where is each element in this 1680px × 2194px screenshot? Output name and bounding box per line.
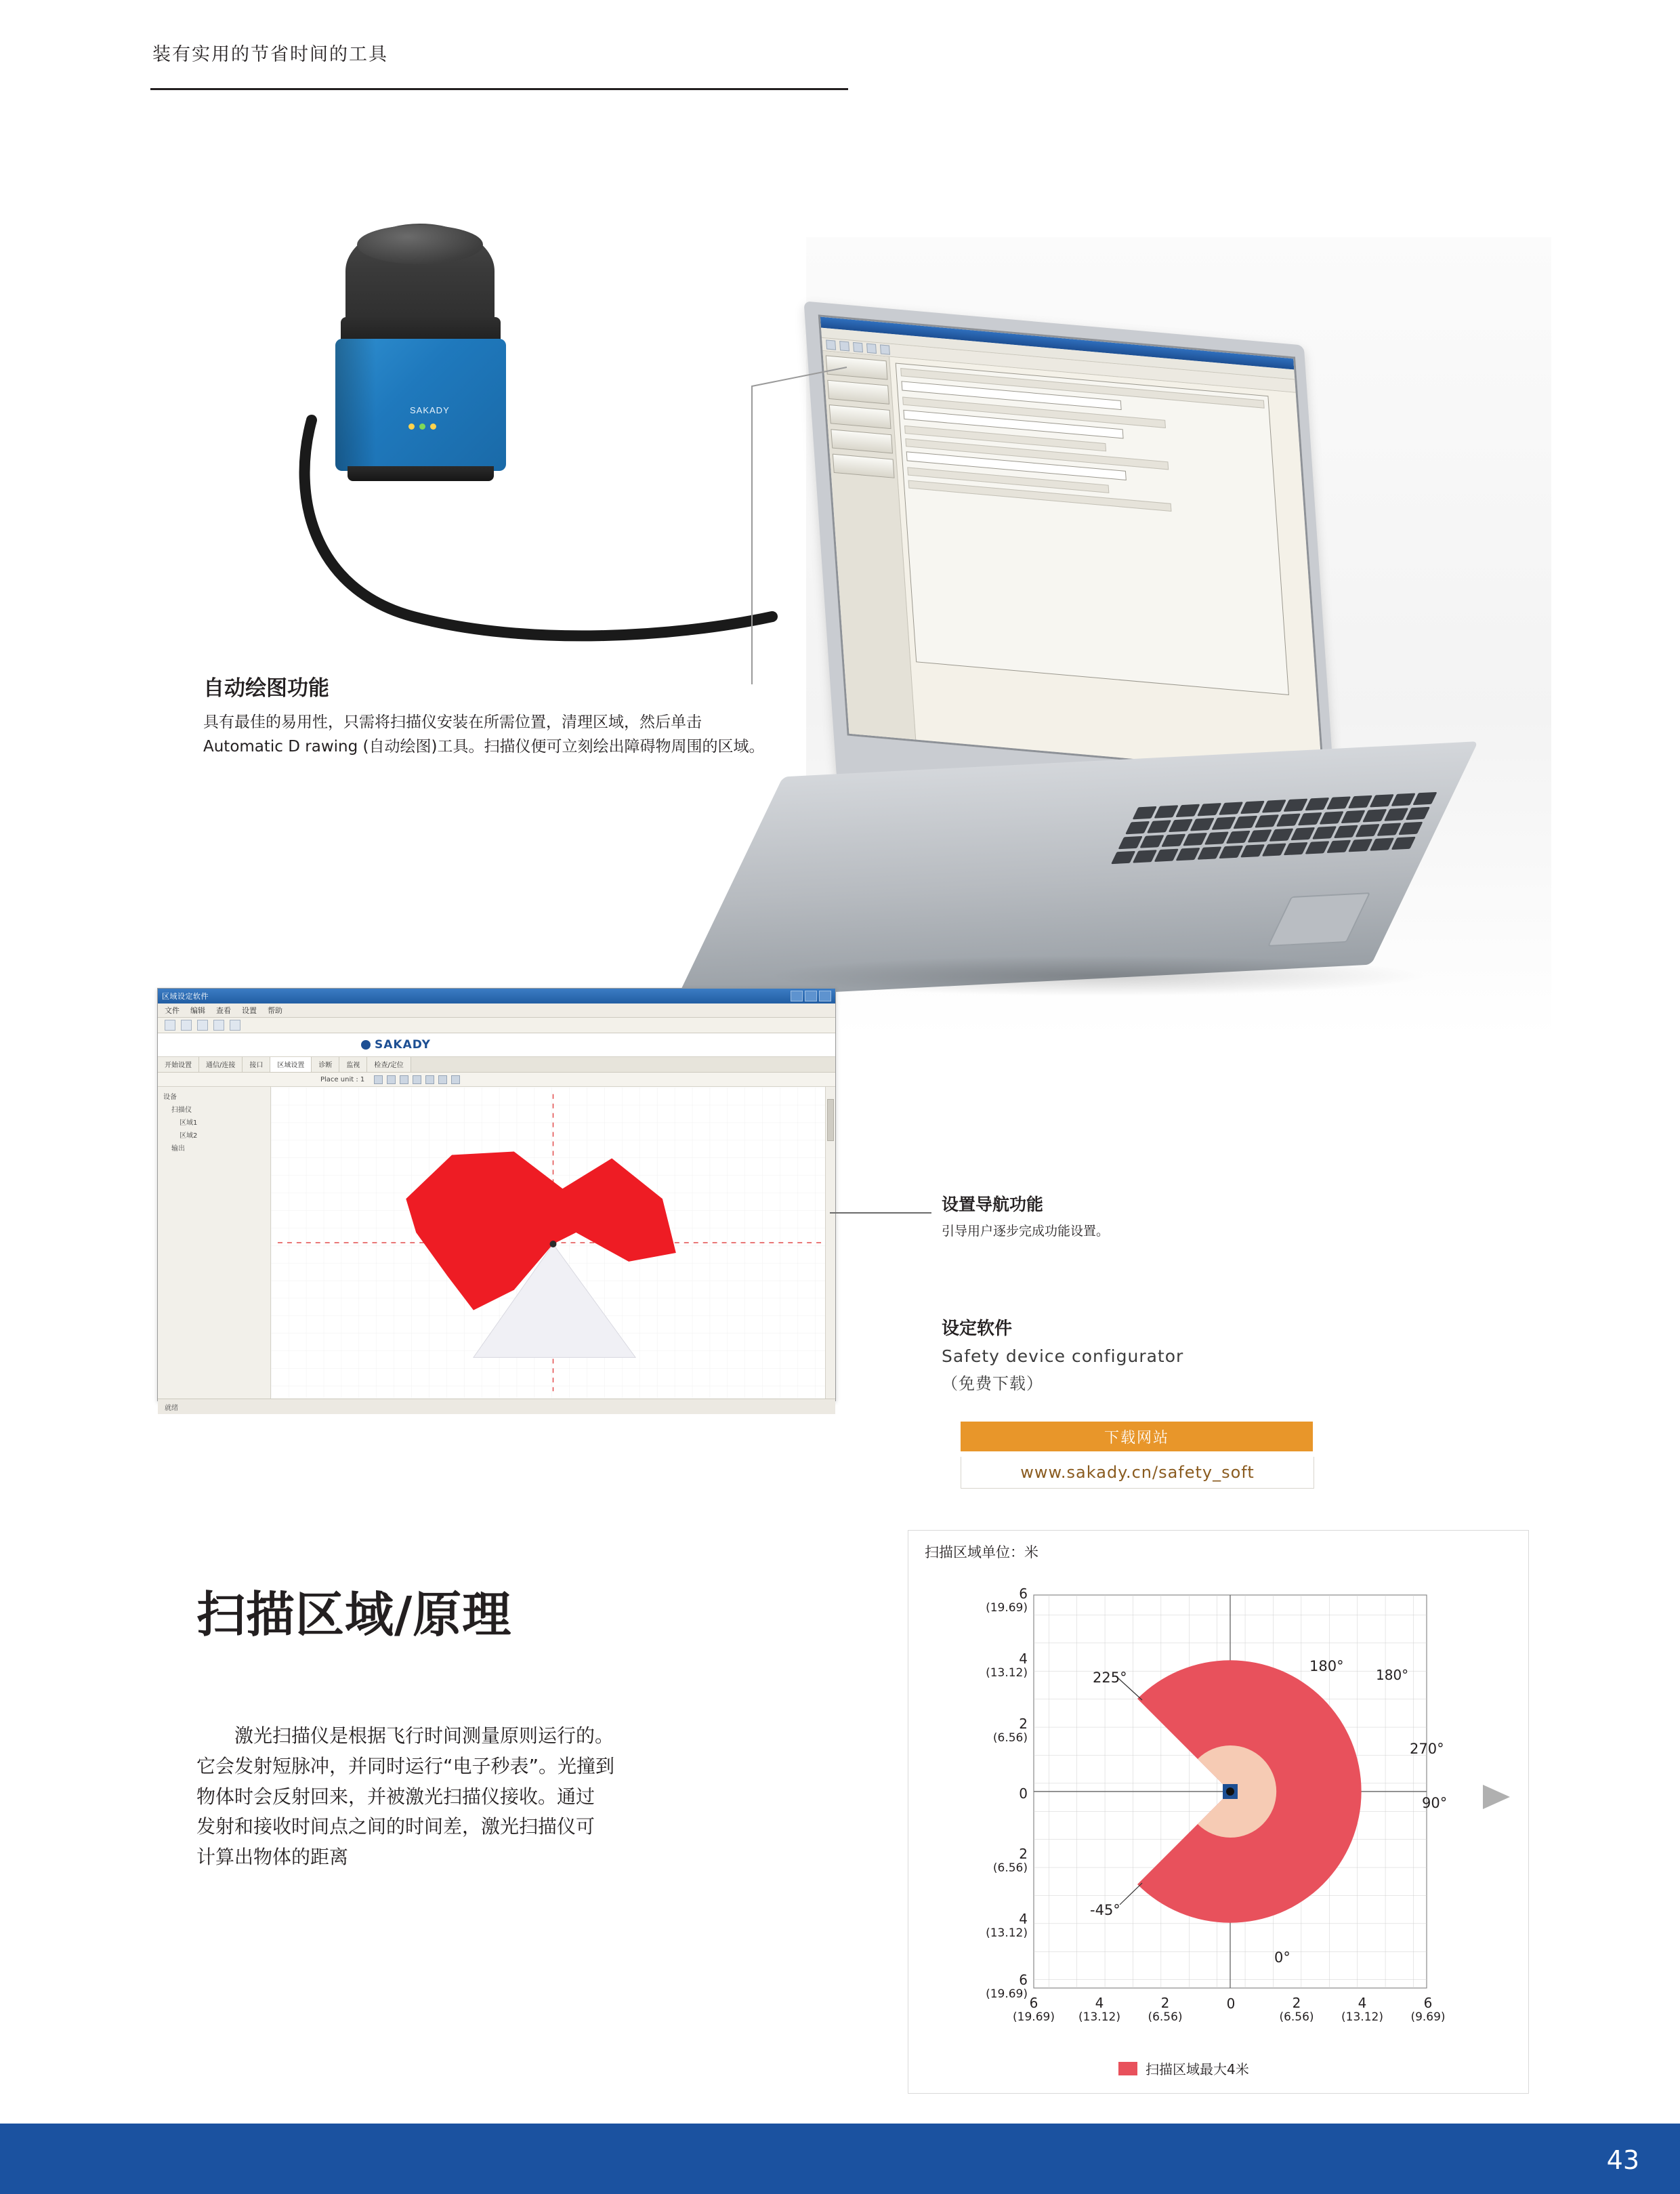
angle-label-0: 0° bbox=[1274, 1949, 1290, 1966]
callout-auto-heading: 自动绘图功能 bbox=[203, 676, 329, 701]
menu-item-view[interactable]: 查看 bbox=[216, 1006, 231, 1015]
callout-nav-body: 引导用户逐步完成功能设置。 bbox=[942, 1224, 1110, 1239]
brand-name: SAKADY bbox=[375, 1038, 431, 1052]
menu-item-settings[interactable]: 设置 bbox=[242, 1006, 257, 1015]
menu-item-help[interactable]: 帮助 bbox=[268, 1006, 282, 1015]
x-tick-0: 0 bbox=[1226, 1995, 1236, 2012]
angle-label-neg45: -45° bbox=[1090, 1902, 1120, 1918]
download-site-button[interactable]: 下载网站 bbox=[961, 1422, 1313, 1451]
x-tick-2-left: 2 (6.56) bbox=[1148, 1995, 1183, 2024]
scanner-dome-top bbox=[357, 225, 483, 264]
tree-item-scanner[interactable]: 扫描仪 bbox=[171, 1106, 192, 1114]
window-tabs[interactable] bbox=[158, 1057, 835, 1073]
screen-main-area bbox=[889, 357, 1322, 776]
rectangle-tool-icon[interactable] bbox=[387, 1075, 396, 1084]
tab-zone-settings[interactable]: 区域设置 bbox=[270, 1057, 312, 1072]
toolbar-icon-3 bbox=[853, 342, 863, 352]
tab-monitor[interactable]: 监视 bbox=[339, 1057, 367, 1072]
brand-logo bbox=[361, 1038, 431, 1052]
tab-diagnostics[interactable]: 诊断 bbox=[312, 1057, 339, 1072]
window-brandbar bbox=[158, 1033, 835, 1057]
callout-auto-drawing bbox=[203, 671, 772, 759]
y-tick-4-bottom: 4 (13.12) bbox=[986, 1911, 1028, 1940]
maximize-icon[interactable] bbox=[805, 991, 817, 1001]
section-title: 扫描区域/原理 bbox=[196, 1586, 512, 1643]
diagram-unit-label: 扫描区域单位：米 bbox=[925, 1544, 1038, 1560]
legend-swatch-icon bbox=[1118, 2062, 1137, 2075]
page-number: 43 bbox=[1606, 2145, 1639, 2175]
toolbar-icon-4 bbox=[866, 344, 877, 354]
window-sub-toolbar[interactable] bbox=[158, 1073, 835, 1087]
y-tick-2-bottom: 2 (6.56) bbox=[992, 1846, 1028, 1875]
callout-auto-body: 具有最佳的易用性，只需将扫描仪安装在所需位置，清理区域，然后单击Automatic D rawing (自动绘图)工具。扫描仪便可立刻绘出障碍物周围的区域。 bbox=[203, 713, 765, 756]
menu-item-edit[interactable]: 编辑 bbox=[190, 1006, 205, 1015]
status-text: 就绪 bbox=[165, 1404, 178, 1412]
y-tick-2-top: 2 (6.56) bbox=[992, 1716, 1028, 1745]
section-body bbox=[196, 1721, 860, 1873]
section-paragraph-3: 物体时会反射回来，并被激光扫描仪接收。通过 bbox=[196, 1785, 595, 1808]
section-paragraph-4: 发射和接收时间点之间的时间差，激光扫描仪可 bbox=[196, 1815, 595, 1838]
x-tick-2-right: 2 (6.56) bbox=[1279, 1995, 1314, 2024]
screen-dialog bbox=[896, 363, 1289, 695]
callout-soft-heading: 设定软件 bbox=[942, 1319, 1013, 1339]
print-icon[interactable] bbox=[213, 1020, 224, 1031]
y-tick-6-top: 6 (19.69) bbox=[986, 1586, 1028, 1615]
x-tick-6-right: 6 (9.69) bbox=[1410, 1995, 1446, 2024]
minimize-icon[interactable] bbox=[791, 991, 803, 1001]
laptop-keyboard bbox=[1089, 792, 1437, 909]
tree-item-zone2[interactable]: 区域2 bbox=[180, 1132, 198, 1140]
window-titlebar bbox=[158, 989, 835, 1003]
callout-soft-free-note: （免费下载） bbox=[942, 1374, 1043, 1393]
callout-soft-english: Safety device configurator bbox=[942, 1346, 1184, 1366]
canvas-scrollbar-vertical[interactable] bbox=[825, 1087, 835, 1399]
section-paragraph-1: 激光扫描仪是根据飞行时间测量原则运行的。 bbox=[234, 1724, 614, 1747]
erase-tool-icon[interactable] bbox=[425, 1075, 434, 1084]
y-tick-0: 0 bbox=[1019, 1785, 1028, 1802]
new-file-icon[interactable] bbox=[165, 1020, 175, 1031]
angle-label-90: 90° bbox=[1422, 1795, 1448, 1811]
x-tick-4-right: 4 (13.12) bbox=[1341, 1995, 1383, 2024]
polygon-tool-icon[interactable] bbox=[400, 1075, 408, 1084]
tab-start-setup[interactable]: 开始设置 bbox=[158, 1057, 199, 1072]
x-tick-6-left: 6 (19.69) bbox=[1013, 1995, 1055, 2024]
scan-area-diagram bbox=[908, 1530, 1529, 2094]
window-content bbox=[158, 1087, 835, 1399]
page-footer bbox=[0, 2124, 1680, 2194]
window-title: 区域设定软件 bbox=[162, 992, 209, 1001]
zoom-label: Place unit : 1 bbox=[320, 1075, 365, 1083]
svg-text:180°: 180° bbox=[1376, 1667, 1409, 1683]
tab-interface[interactable]: 接口 bbox=[243, 1057, 270, 1072]
diagram-legend bbox=[1118, 2058, 1249, 2078]
device-tree[interactable] bbox=[158, 1087, 271, 1399]
laptop-lid bbox=[803, 301, 1337, 823]
zoom-in-icon[interactable] bbox=[438, 1075, 447, 1084]
menu-item-file[interactable]: 文件 bbox=[165, 1006, 180, 1015]
zone-canvas[interactable] bbox=[271, 1087, 835, 1399]
window-statusbar bbox=[158, 1399, 835, 1414]
close-icon[interactable] bbox=[819, 991, 831, 1001]
window-controls[interactable] bbox=[791, 991, 831, 1001]
toolbar-icon-1 bbox=[826, 339, 836, 350]
connect-icon[interactable] bbox=[230, 1020, 240, 1031]
toolbar-icon-5 bbox=[880, 344, 890, 354]
laptop-screen bbox=[818, 314, 1324, 778]
download-url-link[interactable]: www.sakady.cn/safety_soft bbox=[961, 1457, 1314, 1489]
tree-item-zone1[interactable]: 区域1 bbox=[180, 1119, 198, 1127]
zone-canvas-drawing bbox=[271, 1087, 835, 1399]
save-icon[interactable] bbox=[197, 1020, 208, 1031]
scrollbar-thumb[interactable] bbox=[827, 1099, 834, 1141]
pointer-tool-icon[interactable] bbox=[374, 1075, 383, 1084]
header-divider bbox=[150, 88, 848, 90]
callout-nav-heading: 设置导航功能 bbox=[942, 1195, 1044, 1214]
callout-leader-line-nav bbox=[830, 1199, 938, 1226]
scanner-brand-label: SAKADY bbox=[410, 405, 450, 415]
page-header-title: 装有实用的节省时间的工具 bbox=[152, 44, 388, 65]
y-tick-6-bottom: 6 (19.69) bbox=[986, 1972, 1028, 2001]
laptop-shadow bbox=[765, 955, 1429, 996]
tab-inspect[interactable]: 检查/定位 bbox=[367, 1057, 411, 1072]
auto-draw-tool-icon[interactable] bbox=[413, 1075, 421, 1084]
callout-setup-navigation bbox=[942, 1191, 1321, 1239]
y-tick-4-top: 4 (13.12) bbox=[986, 1651, 1028, 1680]
angle-label-270: 270° bbox=[1410, 1741, 1444, 1757]
callout-configurator-software bbox=[942, 1315, 1348, 1394]
legend-label: 扫描区域最大4米 bbox=[1146, 2061, 1249, 2077]
window-menubar[interactable] bbox=[158, 1003, 835, 1018]
tree-item-device[interactable]: 设备 bbox=[163, 1094, 177, 1101]
x-tick-4-left: 4 (13.12) bbox=[1078, 1995, 1120, 2024]
screen-body bbox=[822, 351, 1322, 776]
angle-label-225: 225° bbox=[1093, 1670, 1127, 1686]
open-file-icon[interactable] bbox=[181, 1020, 192, 1031]
tab-communication[interactable]: 通信/连接 bbox=[199, 1057, 243, 1072]
section-paragraph-5: 计算出物体的距离 bbox=[196, 1846, 349, 1869]
zoom-out-icon[interactable] bbox=[451, 1075, 460, 1084]
section-paragraph-2: 它会发射短脉冲，并同时运行“电子秒表”。光撞到 bbox=[196, 1754, 615, 1777]
angle-label-180: 180° bbox=[1309, 1658, 1344, 1674]
brand-mark-icon bbox=[361, 1040, 371, 1050]
configurator-window[interactable] bbox=[157, 988, 836, 1412]
callout-leader-line-auto bbox=[732, 359, 867, 698]
window-toolbar[interactable] bbox=[158, 1018, 835, 1033]
toolbar-icon-2 bbox=[839, 341, 849, 351]
tree-item-output[interactable]: 输出 bbox=[171, 1145, 185, 1153]
